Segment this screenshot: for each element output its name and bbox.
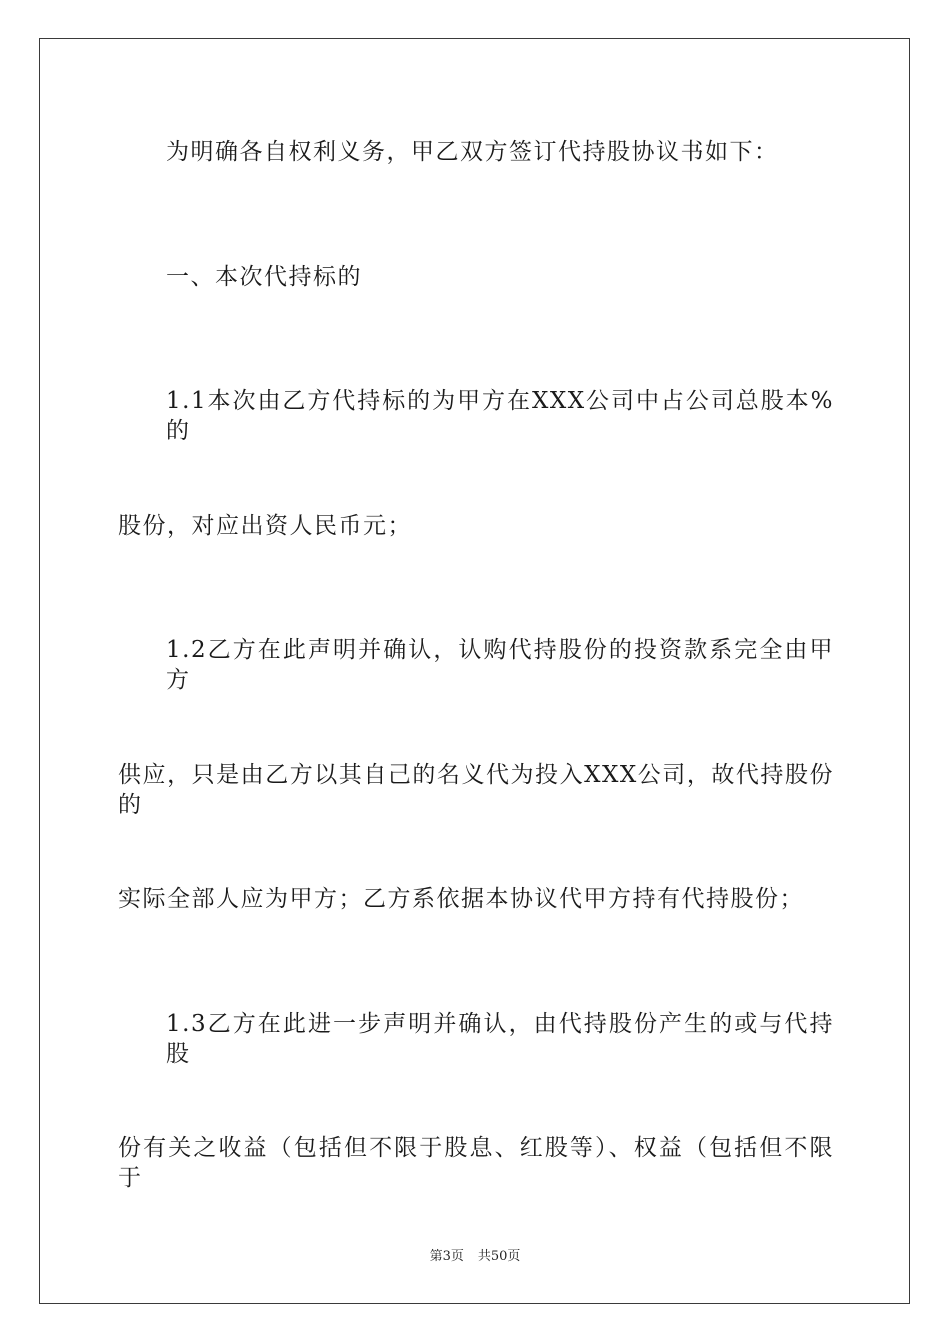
page-total: 共50页: [477, 1249, 521, 1264]
section-heading: 一、本次代持标的: [166, 264, 362, 290]
clause-1-2-line-2: 供应，只是由乙方以其自己的名义代为投入XXX公司，故代持股份的: [118, 762, 834, 818]
clause-1-2-line-1: 1.2乙方在此声明并确认，认购代持股份的投资款系完全由甲方: [166, 637, 834, 693]
page-footer: [0, 1248, 950, 1266]
clause-1-1-line-1: 1.1本次由乙方代持标的为甲方在XXX公司中占公司总股本%的: [166, 388, 834, 444]
clause-1-3-line-1: 1.3乙方在此进一步声明并确认，由代持股份产生的或与代持股: [166, 1011, 834, 1067]
clause-1-1-line-2: 股份，对应出资人民币元；: [118, 513, 412, 539]
clause-1-3-line-2: 份有关之收益（包括但不限于股息、红股等）、权益（包括但不限于: [118, 1135, 834, 1191]
page-number: 第3页: [429, 1249, 464, 1264]
paragraph-intro: 为明确各自权利义务，甲乙双方签订代持股协议书如下：: [166, 139, 779, 165]
clause-1-2-line-3: 实际全部人应为甲方；乙方系依据本协议代甲方持有代持股份；: [118, 886, 804, 912]
